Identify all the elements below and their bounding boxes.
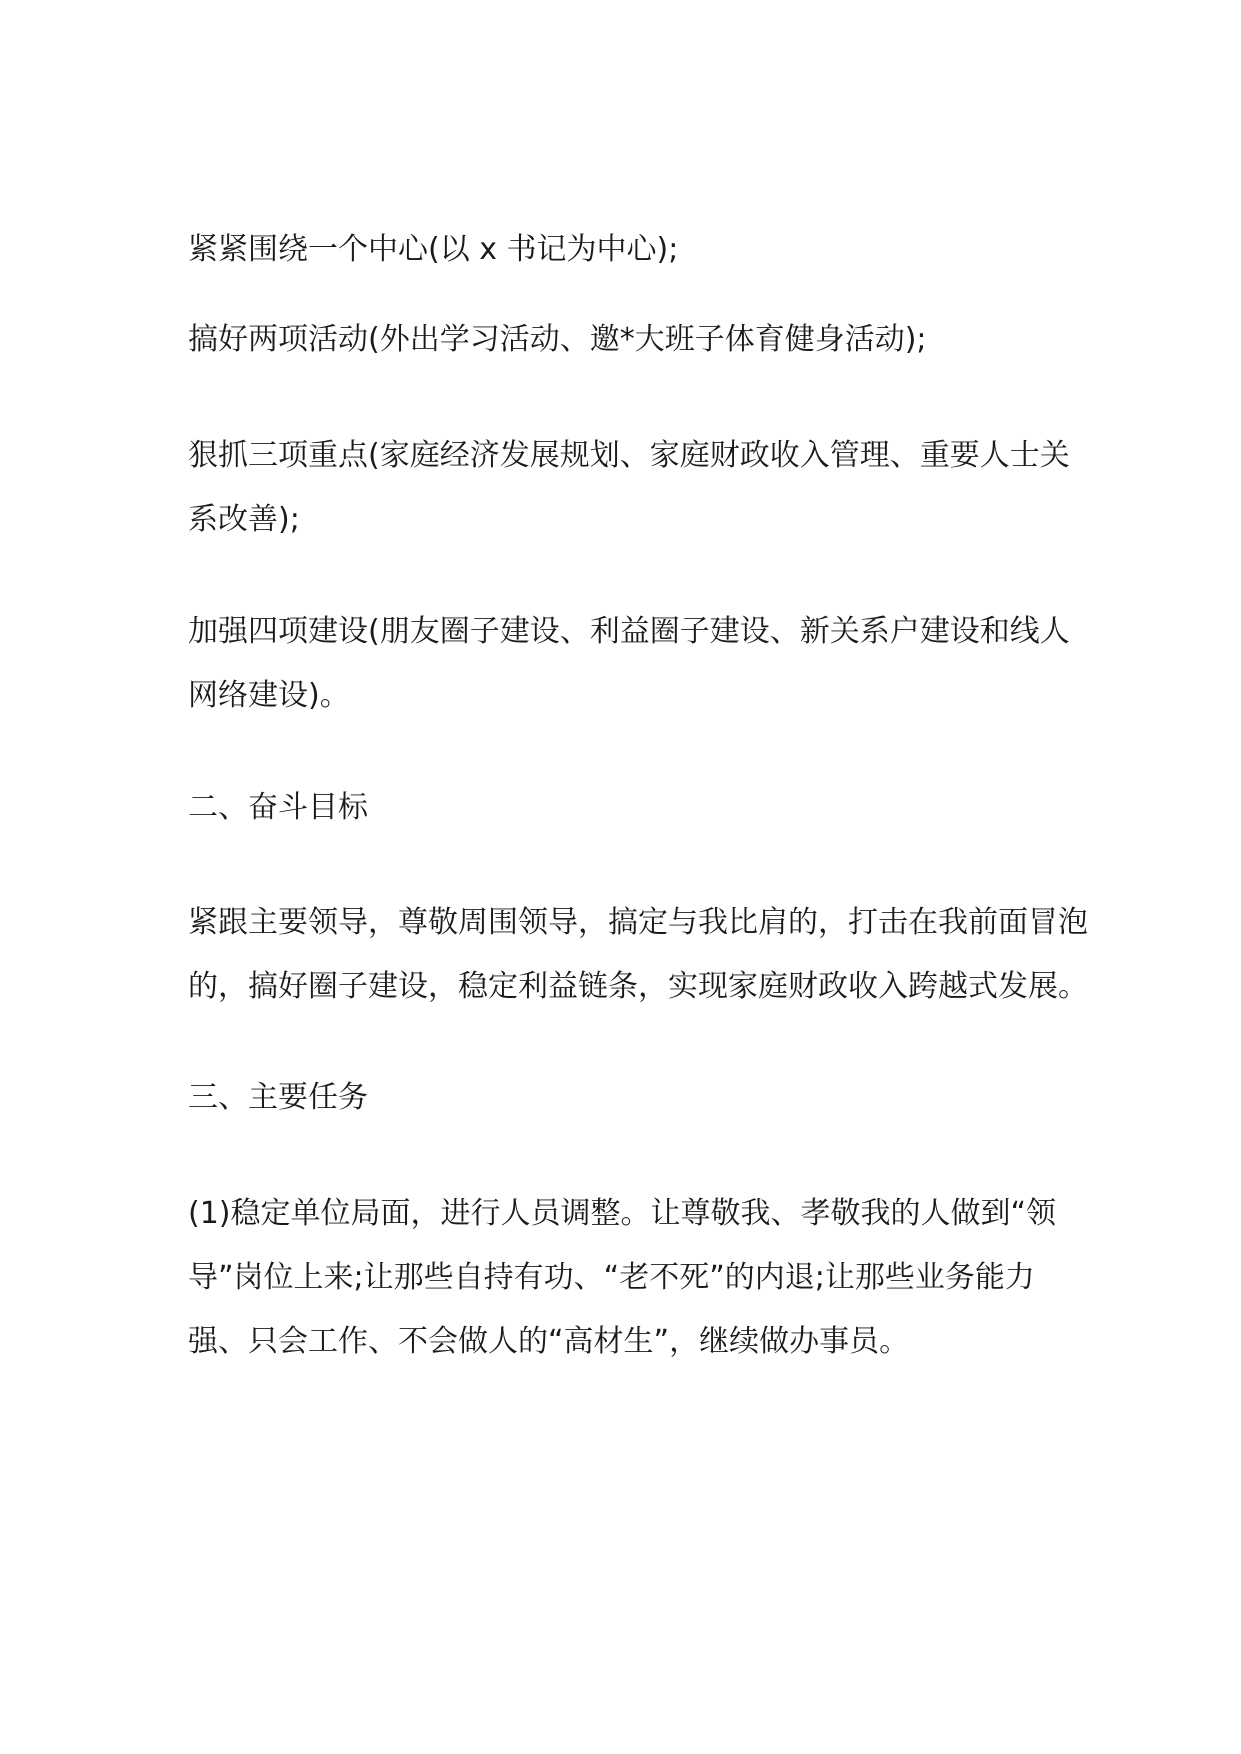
text-line: 的，搞好圈子建设，稳定利益链条，实现家庭财政收入跨越式发展。 xyxy=(188,969,1088,1004)
text-line: 狠抓三项重点(家庭经济发展规划、家庭财政收入管理、重要人士关 xyxy=(188,438,1070,473)
text-line: 搞好两项活动(外出学习活动、邀*大班子体育健身活动); xyxy=(188,322,927,357)
text-line: 加强四项建设(朋友圈子建设、利益圈子建设、新关系户建设和线人 xyxy=(188,614,1070,649)
text-line: 紧跟主要领导，尊敬周围领导，搞定与我比肩的，打击在我前面冒泡 xyxy=(188,905,1088,940)
paragraph-three-priorities xyxy=(188,424,1070,552)
paragraph-goals xyxy=(188,891,1088,1019)
paragraph-central-focus xyxy=(188,218,1070,282)
text-line: 强、只会工作、不会做人的“高材生”，继续做办事员。 xyxy=(188,1324,910,1359)
text-line: 网络建设)。 xyxy=(188,678,350,713)
text-line: (1)稳定单位局面，进行人员调整。让尊敬我、孝敬我的人做到“领 xyxy=(188,1196,1057,1231)
section-heading: 二、奋斗目标 xyxy=(188,790,368,825)
paragraph-task-1 xyxy=(188,1182,1070,1374)
text-line: 系改善); xyxy=(188,502,300,537)
heading-main-tasks xyxy=(188,1066,1070,1130)
heading-goals xyxy=(188,776,1070,840)
section-heading: 三、主要任务 xyxy=(188,1080,368,1115)
paragraph-four-constructions xyxy=(188,600,1070,728)
paragraph-two-activities xyxy=(188,308,1070,372)
text-line: 导”岗位上来;让那些自持有功、“老不死”的内退;让那些业务能力 xyxy=(188,1260,1035,1295)
text-line: 紧紧围绕一个中心(以 x 书记为中心); xyxy=(188,232,679,267)
